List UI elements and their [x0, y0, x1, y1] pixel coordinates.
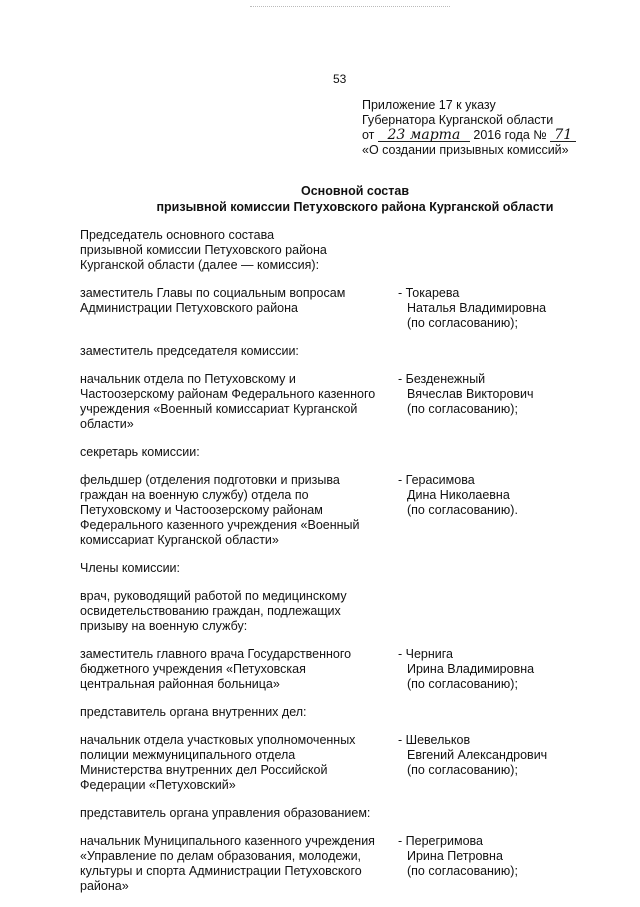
- appendix-line-1: Приложение 17 к указу: [362, 98, 496, 112]
- position-line: центральная районная больница»: [80, 677, 280, 691]
- member-name: [394, 647, 534, 692]
- member-position: [80, 372, 394, 432]
- member-position: [80, 473, 394, 548]
- appendix-line-4: «О создании призывных комиссий»: [362, 143, 569, 157]
- position-line: культуры и спорта Администрации Петуховского: [80, 864, 362, 878]
- position-line: Петуховскому и Частоозерскому районам: [80, 503, 323, 517]
- position-line: «Управление по делам образования, молодежи,: [80, 849, 362, 863]
- position-line: Министерства внутренних дел Российской: [80, 763, 328, 777]
- scan-top-line: [250, 6, 450, 7]
- position-line: учреждения «Военный комиссариат Курганской: [80, 402, 358, 416]
- member-detail: Наталья Владимировна: [407, 301, 547, 315]
- member-entry: [80, 286, 550, 331]
- appendix-header: [362, 98, 576, 158]
- section-header: представитель органа внутренних дел:: [80, 705, 307, 719]
- member-entry: [80, 647, 550, 692]
- intro-line: Председатель основного состава: [80, 228, 275, 242]
- member-detail: (по согласованию).: [407, 503, 518, 517]
- position-line: комиссариат Курганской области»: [80, 533, 279, 547]
- page-number: 53: [333, 72, 347, 86]
- position-line: заместитель главного врача Государственного: [80, 647, 352, 661]
- position-line: полиции межмуниципального отдела: [80, 748, 296, 762]
- position-line: бюджетного учреждения «Петуховская: [80, 662, 306, 676]
- member-surname: - Шевельков: [398, 733, 471, 747]
- member-name: [394, 834, 518, 894]
- member-position: [80, 286, 394, 331]
- handwritten-number: 71: [550, 129, 576, 142]
- section-header-line: освидетельствованию граждан, подлежащих: [80, 604, 341, 618]
- member-detail: (по согласованию);: [407, 402, 518, 416]
- position-line: района»: [80, 879, 129, 893]
- section-header: заместитель председателя комиссии:: [80, 344, 299, 358]
- member-detail: (по согласованию);: [407, 316, 518, 330]
- appendix-date-line: [362, 128, 576, 143]
- position-line: фельдшер (отделения подготовки и призыва: [80, 473, 340, 487]
- member-detail: (по согласованию);: [407, 763, 518, 777]
- member-position: [80, 733, 394, 793]
- section-header-line: призыву на военную службу:: [80, 619, 248, 633]
- member-detail: Ирина Петровна: [407, 849, 503, 863]
- position-line: начальник Муниципального казенного учреждения: [80, 834, 375, 848]
- title-line-1: Основной состав: [300, 184, 410, 198]
- commission-list: [80, 228, 550, 907]
- member-name: [394, 372, 534, 432]
- date-suffix: 2016 года №: [473, 128, 547, 142]
- intro-line: Курганской области (далее — комиссия):: [80, 258, 320, 272]
- section-header: [80, 589, 550, 634]
- sections-container: [80, 286, 550, 894]
- position-line: Федерации «Петуховский»: [80, 778, 236, 792]
- member-surname: - Чернига: [398, 647, 453, 661]
- member-detail: Ирина Владимировна: [407, 662, 535, 676]
- position-line: граждан на военную службу) отдела по: [80, 488, 309, 502]
- title-line-2: призывной комиссии Петуховского района Курганской области: [156, 200, 554, 214]
- member-name: [394, 733, 547, 793]
- member-detail: (по согласованию);: [407, 864, 518, 878]
- member-entry: [80, 372, 550, 432]
- member-surname: - Перегримова: [398, 834, 483, 848]
- handwritten-date: 23 марта: [378, 129, 470, 142]
- member-detail: (по согласованию);: [407, 677, 518, 691]
- member-name: [394, 286, 546, 331]
- position-line: области»: [80, 417, 134, 431]
- appendix-line-2: Губернатора Курганской области: [362, 113, 554, 127]
- chairman-intro: [80, 228, 550, 273]
- position-line: Частоозерскому районам Федерального казенного: [80, 387, 376, 401]
- section-header: Члены комиссии:: [80, 561, 181, 575]
- member-detail: Вячеслав Викторович: [407, 387, 534, 401]
- date-prefix: от: [362, 128, 375, 142]
- member-surname: - Токарева: [398, 286, 460, 300]
- member-name: [394, 473, 518, 548]
- document-title: [0, 183, 640, 215]
- position-line: начальник отдела по Петуховскому и: [80, 372, 296, 386]
- position-line: Федерального казенного учреждения «Военный: [80, 518, 360, 532]
- member-detail: Евгений Александрович: [407, 748, 548, 762]
- position-line: Администрации Петуховского района: [80, 301, 298, 315]
- member-entry: [80, 473, 550, 548]
- member-surname: - Безденежный: [398, 372, 486, 386]
- section-header: представитель органа управления образованием:: [80, 806, 371, 820]
- member-entry: [80, 733, 550, 793]
- member-position: [80, 647, 394, 692]
- section-header: секретарь комиссии:: [80, 445, 200, 459]
- position-line: заместитель Главы по социальным вопросам: [80, 286, 346, 300]
- member-entry: [80, 834, 550, 894]
- member-position: [80, 834, 394, 894]
- member-surname: - Герасимова: [398, 473, 475, 487]
- member-detail: Дина Николаевна: [407, 488, 510, 502]
- section-header-line: врач, руководящий работой по медицинскому: [80, 589, 347, 603]
- intro-line: призывной комиссии Петуховского района: [80, 243, 327, 257]
- position-line: начальник отдела участковых уполномоченных: [80, 733, 356, 747]
